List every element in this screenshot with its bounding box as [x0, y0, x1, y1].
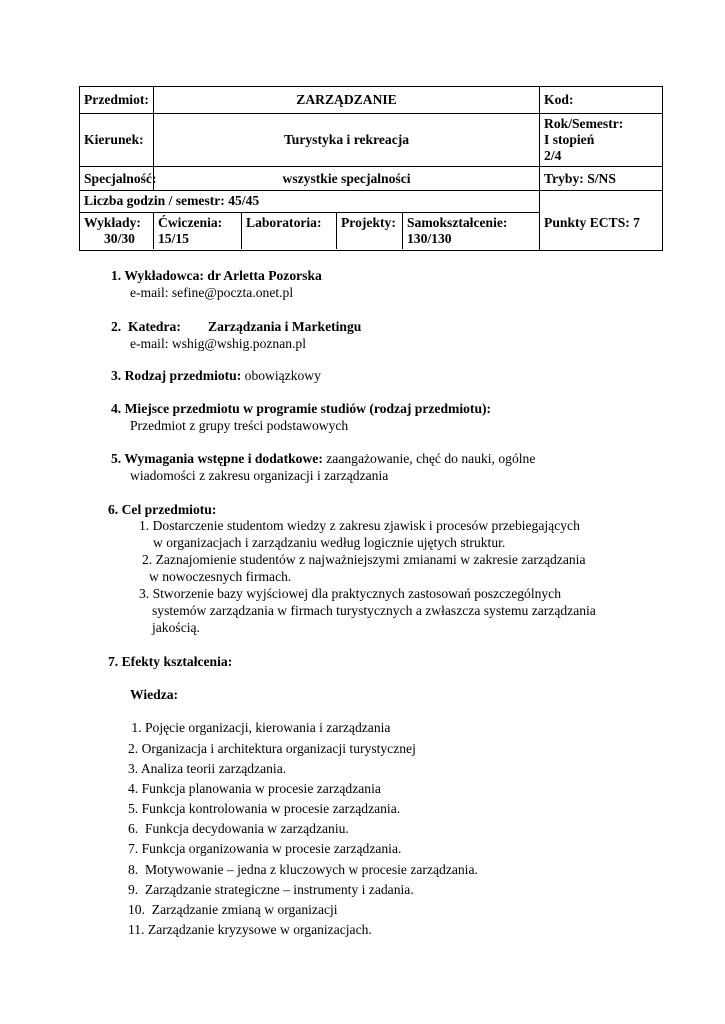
- przedmiot-label: Przedmiot:: [80, 87, 154, 114]
- kierunek-label: Kierunek:: [80, 114, 154, 167]
- rok-semestr-cell: [540, 114, 663, 167]
- goal-line: 2. Zaznajomienie studentów z najważniejszymi zmianami w zakresie zarządzania: [142, 552, 586, 567]
- rok-semestr-label: Rok/Semestr:: [544, 116, 624, 131]
- punkty-ects-cell: [540, 191, 663, 251]
- wiedza-item: 11. Zarządzanie kryzysowe w organizacjach.: [128, 922, 372, 937]
- wiedza-item: 3. Analiza teorii zarządzania.: [128, 761, 287, 776]
- section-5-value: zaangażowanie, chęć do nauki, ogólne: [322, 451, 536, 466]
- przedmiot-value: ZARZĄDZANIE: [154, 87, 540, 114]
- wiedza-item: 9. Zarządzanie strategiczne – instrumenty i zadania.: [128, 882, 414, 897]
- wiedza-item: 6. Funkcja decydowania w zarządzaniu.: [128, 821, 349, 836]
- wiedza-item: 4. Funkcja planowania w procesie zarządzania: [128, 781, 381, 796]
- section-1-title: 1. Wykładowca: dr Arletta Pozorska: [111, 268, 322, 283]
- section-1-email: e-mail: sefine@poczta.onet.pl: [130, 285, 294, 300]
- kod-label: Kod:: [540, 87, 663, 114]
- section-2-email: e-mail: wshig@wshig.poznan.pl: [130, 336, 306, 351]
- section-5: [111, 450, 535, 467]
- section-3-value: obowiązkowy: [241, 368, 321, 383]
- section-3-title: 3. Rodzaj przedmiotu:: [111, 368, 242, 383]
- laboratoria-cell: [242, 213, 337, 249]
- projekty-cell: [337, 213, 403, 249]
- section-5-title: 5. Wymagania wstępne i dodatkowe:: [111, 451, 323, 466]
- punkty-ects: Punkty ECTS: 7: [544, 215, 640, 230]
- wyklady-cell: [80, 213, 154, 249]
- course-info-table: [79, 86, 663, 251]
- tryby-value: Tryby: S/NS: [540, 167, 663, 191]
- section-4-title: 4. Miejsce przedmiotu w programie studiów (rodzaj przedmiotu):: [111, 401, 492, 416]
- laboratoria-label: Laboratoria:: [246, 215, 322, 230]
- specjalnosc-value: wszystkie specjalności: [154, 167, 540, 191]
- wiedza-item: 7. Funkcja organizowania w procesie zarządzania.: [128, 841, 402, 856]
- wyklady-value: 30/30: [104, 231, 135, 246]
- goal-line: 3. Stworzenie bazy wyjściowej dla praktycznych zastosowań poszczególnych: [139, 586, 562, 601]
- wiedza-title: Wiedza:: [130, 687, 179, 702]
- samoksztalcenie-cell: [403, 213, 539, 249]
- wiedza-item: 8. Motywowanie – jedna z kluczowych w procesie zarządzania.: [128, 862, 478, 877]
- hours-row: [80, 213, 540, 251]
- cwiczenia-label: Ćwiczenia:: [158, 215, 223, 230]
- rok-semestr-value2: 2/4: [544, 148, 562, 163]
- goal-line: w nowoczesnych firmach.: [149, 569, 292, 584]
- goal-line: jakością.: [152, 620, 200, 635]
- specjalnosc-label: Specjalność:: [80, 167, 154, 191]
- cwiczenia-value: 15/15: [158, 231, 189, 246]
- rok-semestr-value1: I stopień: [544, 132, 595, 147]
- section-2-title: 2. Katedra: Zarządzania i Marketingu: [111, 319, 362, 334]
- cwiczenia-cell: [154, 213, 242, 249]
- goal-line: systemów zarządzania w firmach turystycznych a zwłaszcza systemu zarządzania: [152, 603, 596, 618]
- section-6-title: 6. Cel przedmiotu:: [108, 502, 217, 517]
- samoksztalcenie-value: 130/130: [407, 231, 452, 246]
- samoksztalcenie-label: Samokształcenie:: [407, 215, 508, 230]
- section-7-title: 7. Efekty kształcenia:: [108, 654, 233, 669]
- wiedza-item: 5. Funkcja kontrolowania w procesie zarządzania.: [128, 801, 401, 816]
- section-4-value: Przedmiot z grupy treści podstawowych: [130, 418, 349, 433]
- wiedza-item: 2. Organizacja i architektura organizacji turystycznej: [128, 741, 416, 756]
- goal-line: 1. Dostarczenie studentom wiedzy z zakresu zjawisk i procesów przebiegających: [139, 518, 580, 533]
- projekty-label: Projekty:: [341, 215, 396, 230]
- liczba-godzin: Liczba godzin / semestr: 45/45: [80, 191, 540, 213]
- goal-line: w organizacjach i zarządzaniu według logicznie ujętych struktur.: [153, 535, 506, 550]
- wyklady-label: Wykłady:: [84, 215, 141, 230]
- section-3: [111, 367, 321, 384]
- section-5-value2: wiadomości z zakresu organizacji i zarządzania: [130, 468, 389, 483]
- wiedza-item: 1. Pojęcie organizacji, kierowania i zarządzania: [128, 720, 391, 735]
- wiedza-item: 10. Zarządzanie zmianą w organizacji: [128, 902, 338, 917]
- kierunek-value: Turystyka i rekreacja: [154, 114, 540, 167]
